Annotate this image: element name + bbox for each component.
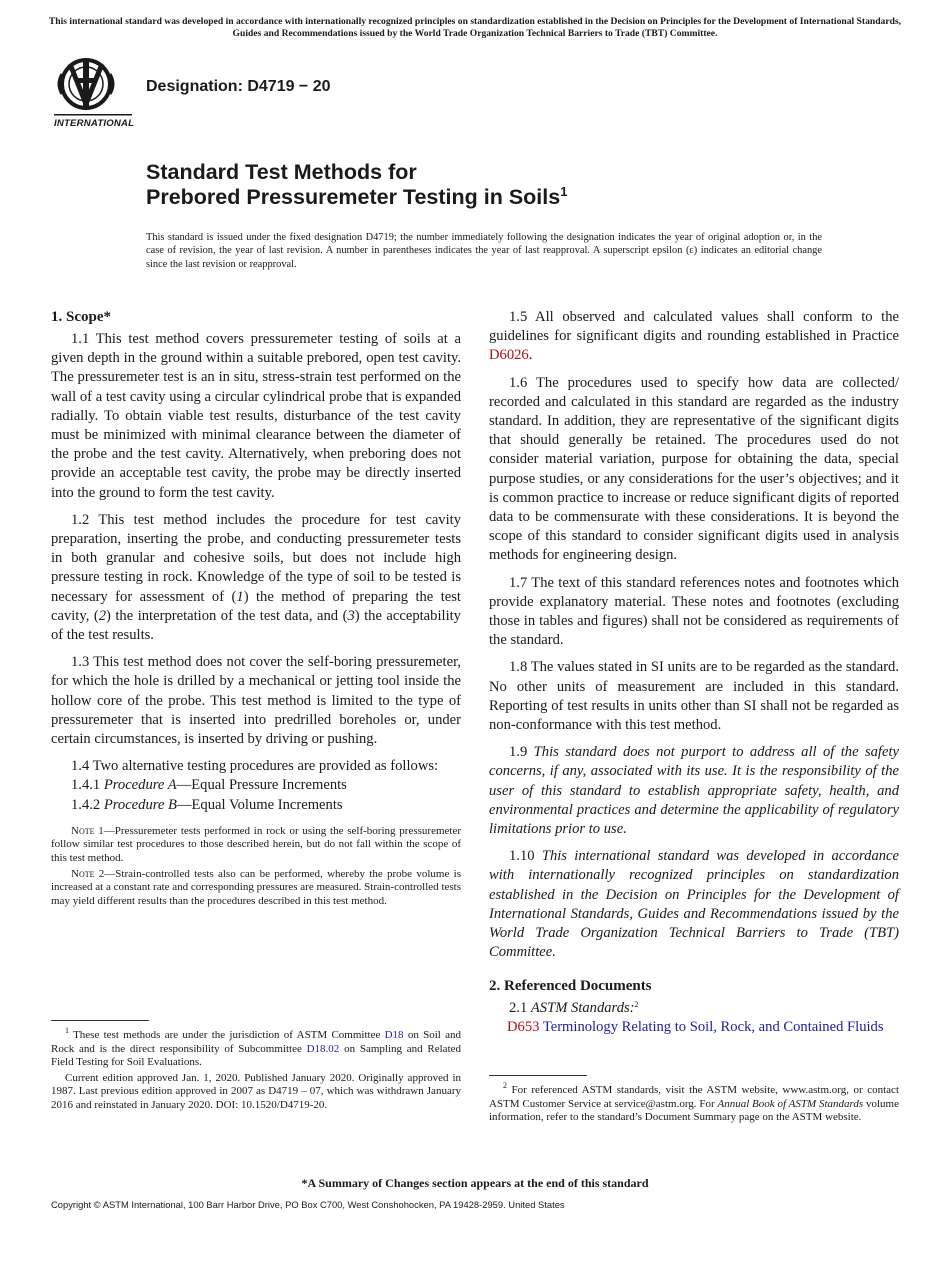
p1-2-text-b: ) the method of preparing the test cavity, ( [51, 588, 461, 624]
copyright-line: Copyright © ASTM International, 100 Barr Harbor Drive, PO Box C700, West Conshohocken, PA 19428-2959. United States [51, 1199, 565, 1210]
p1-5-text-a: 1.5 All observed and calculated values shall conform to the guidelines for significant digits and rounding established in Practice [489, 309, 899, 345]
paragraph-1-4: 1.4 Two alternative testing procedures are provided as follows: [71, 758, 439, 775]
tbt-notice: This international standard was developed in accordance with internationally recognized principles on standardization established in the Decision on Principles for the Development of International Standards, Guides and Recommendations issued by the World Trade Organization Technical Barriers to Trade (TBT) Committee. [48, 16, 902, 39]
footnote-rule [51, 1020, 149, 1021]
d18-link[interactable]: D18 [384, 1029, 404, 1041]
p1-2-enum-2: 2 [98, 607, 107, 624]
p1-2-enum-3: 3 [347, 607, 355, 624]
p2-1-footnote-mark: 2 [634, 999, 639, 1009]
p1-9-num: 1.9 [509, 744, 534, 761]
title-line-2-text: Prebored Pressuremeter Testing in Soils [146, 185, 561, 209]
designation: Designation: D4719 − 20 [146, 78, 331, 95]
p1-4-2-num: 1.4.2 [71, 796, 104, 813]
section-1-heading: 1. Scope* [51, 309, 111, 325]
paragraph-1-5 [489, 308, 899, 366]
note-2 [51, 868, 461, 909]
p1-4-1-num: 1.4.1 [71, 777, 104, 794]
p1-9-text: This standard does not purport to address all of the safety concerns, if any, associated with its use. It is the responsibility of the user of this standard to establish appropriate safety, health, and environmental practices and determine the applicability of regulatory limitations prior to use. [489, 744, 899, 838]
p1-2-enum-1: 1 [236, 588, 244, 605]
note-1 [51, 825, 461, 866]
d653-code-link[interactable]: D653 [507, 1018, 540, 1035]
paragraph-1-9 [489, 743, 899, 839]
p1-2-text-c: ) the interpretation of the test data, and ( [106, 607, 348, 624]
p1-5-text-b: . [528, 347, 533, 364]
paragraph-1-2 [51, 511, 461, 645]
p1-2-text-a: 1.2 This test method includes the procedure for test cavity preparation, inserting the probe, and conducting pressuremeter tests in both granular and cohesive soils, but does not include high pressure testing in rock. Knowledge of the type of soil to be tested is necessary for assessment of ( [51, 511, 461, 605]
p1-10-text: This international standard was developed in accordance with internationally recognized principles on standardization established in the Decision on Principles for the Development of International Standards, Guides and Recommendations issued by the World Trade Organization Technical Barriers to Trade (TBT) Committee. [489, 848, 899, 961]
paragraph-1-1: 1.1 This test method covers pressuremeter testing of soils at a given depth in the ground within a suitable prebored, open test cavity. The pressuremeter test is an in situ, stress-strain test performed on the wall of a test cavity using a circular cylindrical probe that is expanded radially. To obtain viable test results, disturbance of the test cavity must be minimized with minimal clearance between the diameter of the probe and the test cavity. Alternatively, when preboring does not provide an acceptable test cavity, the probe may be directly inserted into the ground to form the test cavity. [51, 331, 461, 501]
note-2-text: 2—Strain-controlled tests also can be performed, whereby the probe volume is increased at a constant rate and corresponding pressures are measured. Strain-controlled tests may yield different results than the procedures described in this test method. [51, 867, 461, 907]
reference-d653[interactable] [489, 1018, 899, 1037]
d6026-link[interactable]: D6026 [489, 347, 529, 364]
p1-4-1-procedure: Procedure A [103, 777, 177, 794]
logo-wordmark: INTERNATIONAL [54, 118, 135, 129]
astm-logo-icon [52, 56, 134, 132]
paragraph-1-4-2 [51, 796, 461, 815]
paragraph-1-3: 1.3 This test method does not cover the self-boring pressuremeter, for which the hole is drilled by a mechanical or jetting tool inside the hollow core of the probe. This test method is limited to the type of pressuremeter that is inserted into predrilled boreholes or, under certain circumstances, is inserted by driving or pushing. [51, 654, 461, 748]
issuance-statement: This standard is issued under the fixed designation D4719; the number immediately following the designation indicates the year of original adoption or, in the case of revision, the year of last revision. A number in parentheses indicates the year of last reapproval. A superscript epsilon (ε) indicates an editorial change since the last revision or reapproval. [146, 232, 822, 270]
footnote-2-book-title: Annual Book of ASTM Standards [717, 1097, 864, 1110]
footnote-2 [489, 1081, 899, 1125]
p1-10-num: 1.10 [509, 848, 542, 865]
footnote-1-mark: 1 [65, 1026, 69, 1035]
footnote-1 [51, 1026, 462, 1070]
p1-4-2-procedure: Procedure B [103, 796, 177, 813]
p1-4-1-desc: —Equal Pressure Increments [176, 777, 347, 794]
section-2-heading: 2. Referenced Documents [489, 977, 652, 994]
footnote-1-text-c: on Sampling and Related Field Testing for Soil Evaluations. [51, 1042, 462, 1069]
footnote-rule-right [489, 1075, 587, 1076]
title-line-2 [146, 185, 846, 210]
footnote-2-text-a: For referenced ASTM standards, visit the ASTM website, www.astm.org, or contact ASTM Customer Service at service@astm.org. For [489, 1084, 899, 1110]
d18-02-link[interactable]: D18.02 [306, 1042, 340, 1055]
right-column [489, 308, 899, 1037]
footnote-1-text-b: on Soil and Rock and is the direct responsibility of Subcommittee [51, 1029, 461, 1055]
paragraph-1-6: 1.6 The procedures used to specify how data are collected/ recorded and calculated in this standard are regarded as the industry standard. In addition, they are representative of the significant digits that should generally be retained. The procedures used do not consider material variation, purpose for obtaining the data, special purpose studies, or any considerations for the user’s objectives; and it is common practice to increase or reduce significant digits of reported data to be commensurate with these considerations. It is beyond the scope of this standard to consider significant digits used in analysis methods for engineering design. [489, 374, 899, 564]
footnotes-left [51, 1020, 461, 1115]
title-line-1: Standard Test Methods for [146, 160, 417, 184]
p1-2-text-d: ) the acceptability of the test results. [51, 607, 461, 644]
paragraph-1-4-1 [51, 776, 461, 795]
paragraph-1-7: 1.7 The text of this standard references notes and footnotes which provide explanatory material. These notes and footnotes (excluding those in tables and figures) shall not be considered as requirements of the standard. [489, 574, 899, 649]
footnote-1-text-a: These test methods are under the jurisdiction of ASTM Committee [69, 1029, 385, 1041]
summary-of-changes-notice: *A Summary of Changes section appears at the end of this standard [301, 1176, 649, 1190]
footnote-2-mark: 2 [503, 1081, 507, 1090]
note-1-label: Note [71, 824, 95, 837]
note-2-label: Note [71, 867, 95, 880]
p2-1-num: 2.1 [509, 999, 531, 1016]
footnote-2-text-b: volume information, refer to the standard’s Document Summary page on the ASTM website. [489, 1097, 899, 1124]
footnote-1-edition: Current edition approved Jan. 1, 2020. Published January 2020. Originally approved in 1987. Last previous edition approved in 2007 as D4719 – 07, which was withdrawn January 2016 and reinstated in January 2020. DOI: 10.1520/D4719-20. [51, 1071, 461, 1111]
title-footnote-mark: 1 [560, 184, 568, 199]
p1-4-2-desc: —Equal Volume Increments [176, 796, 343, 813]
paragraph-2-1 [489, 999, 899, 1018]
d653-title-link[interactable]: Terminology Relating to Soil, Rock, and Contained Fluids [539, 1018, 884, 1035]
document-title [146, 160, 846, 210]
left-column [51, 308, 461, 910]
p2-1-text: ASTM Standards: [530, 999, 635, 1016]
note-1-text: 1—Pressuremeter tests performed in rock or using the self-boring pressuremeter follow similar test procedures to those described herein, but do not fall within the scope of this test method. [51, 824, 461, 865]
paragraph-1-8: 1.8 The values stated in SI units are to be regarded as the standard. No other units of measurement are included in this standard. Reporting of test results in units other than SI shall not be regarded as non-conformance with this test method. [489, 659, 899, 734]
footnotes-right [489, 1075, 899, 1127]
paragraph-1-10 [489, 847, 899, 962]
